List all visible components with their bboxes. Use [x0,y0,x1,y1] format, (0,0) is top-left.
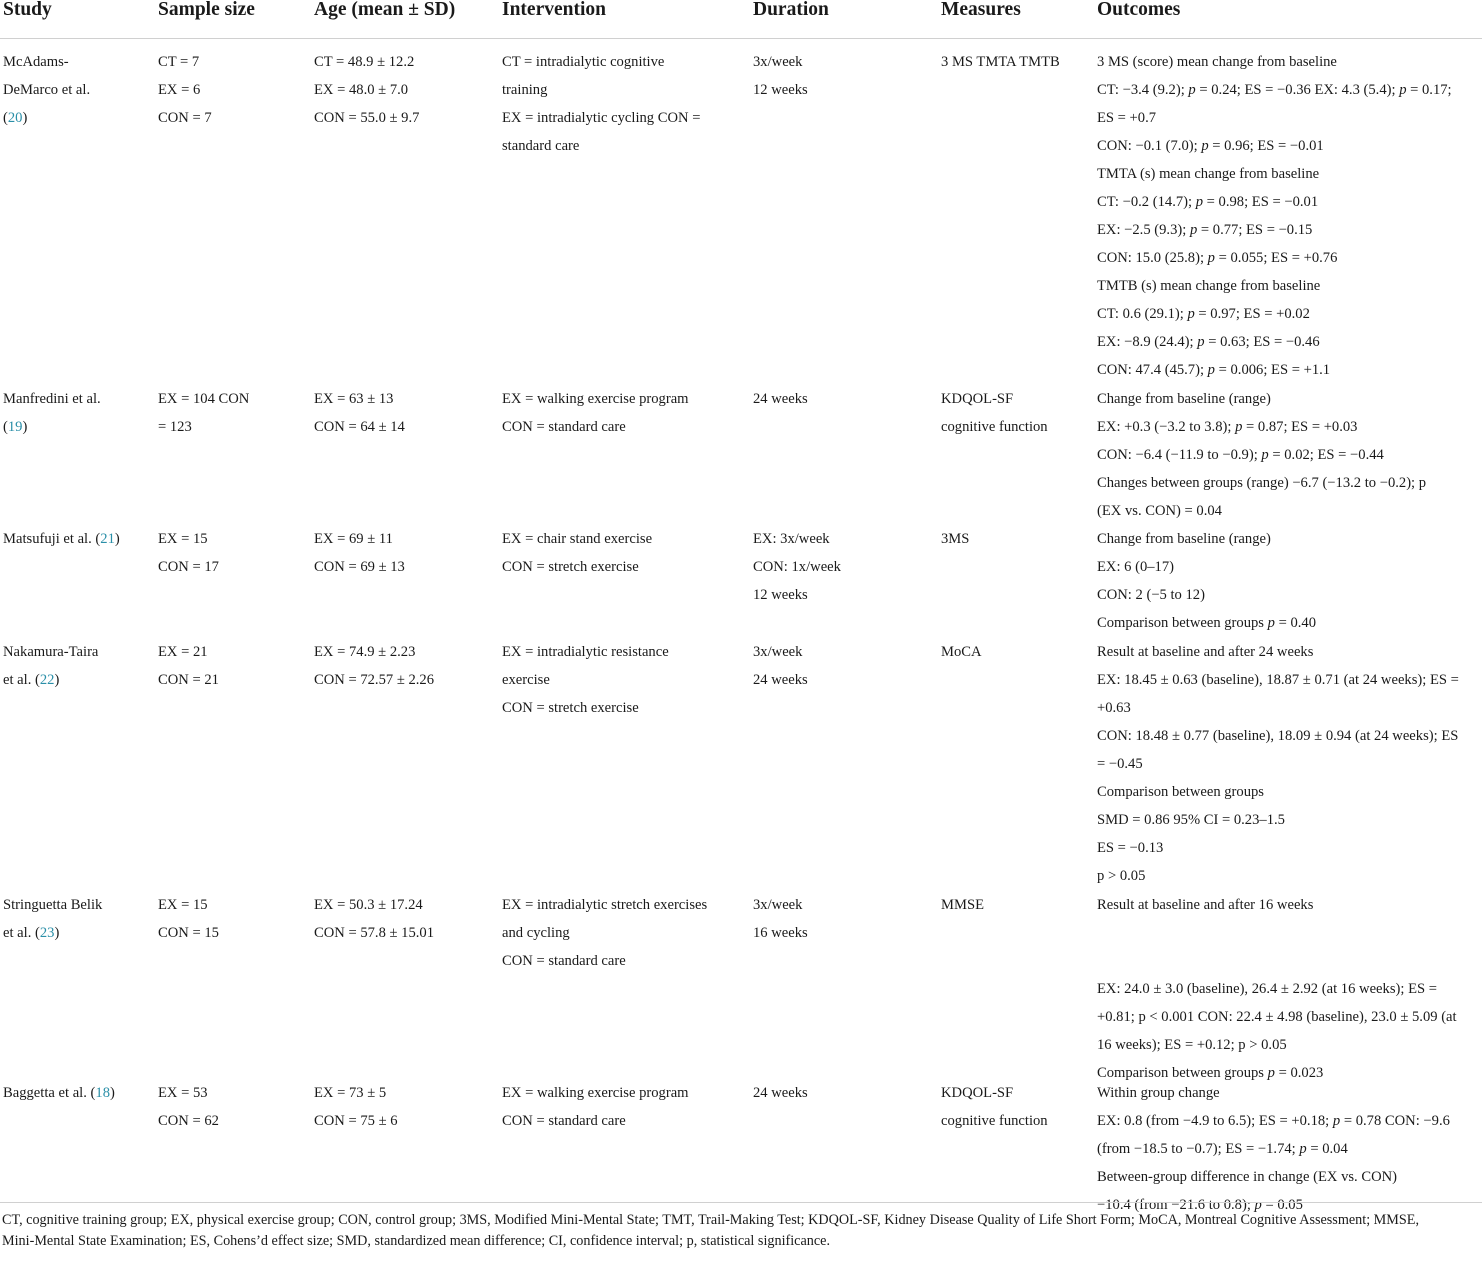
age-cell [314,638,434,694]
cell-line: ES = −0.13 [1097,840,1164,856]
intervention-cell [502,1079,689,1135]
reference-link[interactable]: 21 [100,531,115,547]
cell-line: Change from baseline (range) [1097,531,1271,547]
cell-line: CON: 47.4 (45.7); p = 0.006; ES = +1.1 [1097,362,1331,378]
cell-line: EX = 50.3 ± 17.24 [314,897,423,913]
cell-line: Stringuetta Belik [3,897,103,913]
cell-line: = −0.45 [1097,756,1143,772]
outcomes-cell [1097,1079,1478,1219]
cell-line: Comparison between groups p = 0.023 [1097,1065,1324,1081]
cell-line: EX = 6 [158,82,201,98]
cell-line: KDQOL-SF [941,391,1014,407]
cell-line: ES = +0.7 [1097,110,1157,126]
cell-line: EX = intradialytic resistance [502,644,669,660]
cell-line: CON = 72.57 ± 2.26 [314,672,435,688]
cell-line: CON = 55.0 ± 9.7 [314,110,420,126]
cell-line: EX: +0.3 (−3.2 to 3.8); p = 0.87; ES = +0.03 [1097,419,1358,435]
intervention-cell [502,385,689,441]
intervention-cell [502,638,669,722]
cell-line: Manfredini et al. [3,391,101,407]
measures-cell [941,48,1060,76]
cell-line: −10.4 (from −21.6 to 0.8); p = 0.05 [1097,1197,1303,1213]
sample-size-cell [158,385,249,441]
duration-cell [753,48,808,104]
study-cell [3,638,98,694]
sample-size-cell [158,525,219,581]
cell-line: (19) [3,419,28,435]
cell-line: EX: −2.5 (9.3); p = 0.77; ES = −0.15 [1097,222,1313,238]
sample-size-cell [158,891,219,947]
age-cell [314,525,405,581]
cell-line: EX = 15 [158,897,208,913]
age-cell [314,48,419,132]
cell-line: CON: 1x/week [753,559,841,575]
column-header-study: Study [3,0,52,20]
cell-line: p > 0.05 [1097,868,1146,884]
cell-line: Result at baseline and after 16 weeks [1097,897,1314,913]
cell-line: CON = standard care [502,953,626,969]
cell-line: 16 weeks [753,925,808,941]
cell-line: 3MS [941,531,970,547]
cell-line: CON: 2 (−5 to 12) [1097,587,1205,603]
cell-line: CON: −0.1 (7.0); p = 0.96; ES = −0.01 [1097,138,1324,154]
cell-line: EX = intradialytic cycling CON = [502,110,701,126]
cell-line: cognitive function [941,1113,1048,1129]
cell-line: CON: 18.48 ± 0.77 (baseline), 18.09 ± 0.94 (at 24 weeks); ES [1097,728,1459,744]
cell-line: EX = intradialytic stretch exercises [502,897,708,913]
duration-cell [753,891,808,947]
cell-line: EX = 15 [158,531,208,547]
column-header-intervention: Intervention [502,0,606,20]
footnote-divider [0,1202,1482,1203]
table-header-row [0,0,1482,39]
cell-line: EX = 69 ± 11 [314,531,393,547]
measures-cell [941,385,1048,441]
cell-line: TMTA (s) mean change from baseline [1097,166,1320,182]
cell-line: CON = stretch exercise [502,700,639,716]
column-header-measures: Measures [941,0,1021,20]
cell-line: CON = 21 [158,672,219,688]
cell-line: EX = 53 [158,1085,208,1101]
cell-line: DeMarco et al. [3,82,91,98]
footnote-line: CT, cognitive training group; EX, physical exercise group; CON, control group; 3MS, Modified Mini-Mental State; TMT, Trail-Making Test; KDQOL-SF, Kidney Disease Quality of Life Short Form; MoCA, Montreal Cognitive Assessment; MMSE, [2,1212,1420,1228]
outcomes-cell [1097,525,1478,637]
cell-line: EX = 63 ± 13 [314,391,394,407]
cell-line: 3 MS TMTA TMTB [941,54,1060,70]
cell-line: EX = 48.0 ± 7.0 [314,82,409,98]
cell-line: CT = 7 [158,54,200,70]
age-cell [314,891,434,947]
column-header-sample-size: Sample size [158,0,255,20]
cell-line: 24 weeks [753,672,808,688]
cell-line: CT: 0.6 (29.1); p = 0.97; ES = +0.02 [1097,306,1310,322]
study-cell [3,1079,115,1107]
footnote-line: Mini-Mental State Examination; ES, Cohens’d effect size; SMD, standardized mean difference; CI, confidence interval; p, statistical significance. [2,1233,831,1249]
duration-cell [753,1079,808,1107]
age-cell [314,1079,398,1135]
study-cell [3,525,120,553]
cell-line: and cycling [502,925,570,941]
cell-line: 3x/week [753,644,803,660]
measures-cell [941,1079,1048,1135]
study-cell [3,385,101,441]
cell-line: MMSE [941,897,984,913]
cell-line: Between-group difference in change (EX vs. CON) [1097,1169,1398,1185]
cell-line: et al. (22) [3,672,60,688]
cell-line: CON: 15.0 (25.8); p = 0.055; ES = +0.76 [1097,250,1338,266]
study-cell [3,48,90,132]
cell-line: CON = 17 [158,559,219,575]
cell-line: MoCA [941,644,982,660]
cell-line: EX = 74.9 ± 2.23 [314,644,416,660]
cell-line: CON = standard care [502,419,626,435]
cell-line: EX = 21 [158,644,208,660]
intervention-cell [502,891,707,975]
cell-line: cognitive function [941,419,1048,435]
cell-line: 24 weeks [753,1085,808,1101]
cell-line: 12 weeks [753,82,808,98]
cell-line: standard care [502,138,580,154]
cell-line: = 123 [158,419,192,435]
cell-line: EX: 24.0 ± 3.0 (baseline), 26.4 ± 2.92 (at 16 weeks); ES = [1097,981,1437,997]
sample-size-cell [158,638,219,694]
cell-line: SMD = 0.86 95% CI = 0.23–1.5 [1097,812,1285,828]
measures-cell [941,525,969,553]
cell-line: (20) [3,110,28,126]
cell-line: CON = stretch exercise [502,559,639,575]
cell-line: CON = 62 [158,1113,219,1129]
column-header-outcomes: Outcomes [1097,0,1181,20]
cell-line: 3x/week [753,897,803,913]
cell-line: CON: −6.4 (−11.9 to −0.9); p = 0.02; ES = −0.44 [1097,447,1384,463]
outcomes-cell [1097,638,1478,890]
age-cell [314,385,405,441]
reference-link[interactable]: 23 [39,925,55,941]
cell-line: EX: 18.45 ± 0.63 (baseline), 18.87 ± 0.71 (at 24 weeks); ES = [1097,672,1459,688]
outcomes-cell [1097,891,1478,1087]
cell-line: +0.81; p < 0.001 CON: 22.4 ± 4.98 (baseline), 23.0 ± 5.09 (at [1097,1009,1457,1025]
reference-link[interactable]: 19 [7,419,23,435]
cell-line: Change from baseline (range) [1097,391,1271,407]
cell-line: exercise [502,672,550,688]
cell-line: EX = 104 CON [158,391,250,407]
cell-line: +0.63 [1097,700,1131,716]
column-header-duration: Duration [753,0,829,20]
cell-line: EX: 3x/week [753,531,830,547]
cell-line: EX = chair stand exercise [502,531,653,547]
sample-size-cell [158,1079,219,1135]
cell-line: EX = walking exercise program [502,391,689,407]
cell-line: EX: 0.8 (from −4.9 to 6.5); ES = +0.18; p = 0.78 CON: −9.6 [1097,1113,1450,1129]
cell-line: Comparison between groups p = 0.40 [1097,615,1317,631]
cell-line: training [502,82,548,98]
reference-link[interactable]: 22 [39,672,55,688]
sample-size-cell [158,48,212,132]
study-cell [3,891,102,947]
cell-line: Matsufuji et al. (21) [3,531,120,547]
cell-line: 24 weeks [753,391,808,407]
outcomes-cell [1097,48,1478,384]
cell-line: et al. (23) [3,925,60,941]
cell-line: McAdams- [3,54,69,70]
cell-line: TMTB (s) mean change from baseline [1097,278,1321,294]
cell-line: (from −18.5 to −0.7); ES = −1.74; p = 0.04 [1097,1141,1348,1157]
cell-line [1097,947,1478,975]
outcomes-cell [1097,385,1478,525]
intervention-cell [502,525,652,581]
cell-line: Nakamura-Taira [3,644,99,660]
cell-line: 3 MS (score) mean change from baseline [1097,54,1337,70]
cell-line: EX: 6 (0–17) [1097,559,1175,575]
cell-line: 16 weeks); ES = +0.12; p > 0.05 [1097,1037,1287,1053]
cell-line: 12 weeks [753,587,808,603]
cell-line: Baggetta et al. (18) [3,1085,115,1101]
measures-cell [941,638,982,666]
cell-line: Within group change [1097,1085,1220,1101]
cell-line: Result at baseline and after 24 weeks [1097,644,1314,660]
cell-line: KDQOL-SF [941,1085,1014,1101]
cell-line: CT = intradialytic cognitive [502,54,665,70]
reference-link[interactable]: 20 [7,110,23,126]
cell-line: Comparison between groups [1097,784,1264,800]
cell-line: CON = 75 ± 6 [314,1113,398,1129]
cell-line: CT: −0.2 (14.7); p = 0.98; ES = −0.01 [1097,194,1319,210]
table-footnote [2,1210,1480,1252]
cell-line: EX = walking exercise program [502,1085,689,1101]
duration-cell [753,385,808,413]
duration-cell [753,638,808,694]
cell-line: CON = 64 ± 14 [314,419,405,435]
cell-line [1097,919,1478,947]
cell-line: EX = 73 ± 5 [314,1085,387,1101]
cell-line: CON = standard care [502,1113,626,1129]
duration-cell [753,525,841,609]
cell-line: CT: −3.4 (9.2); p = 0.24; ES = −0.36 EX: 4.3 (5.4); p = 0.17; [1097,82,1452,98]
column-header-age: Age (mean ± SD) [314,0,456,20]
cell-line: EX: −8.9 (24.4); p = 0.63; ES = −0.46 [1097,334,1320,350]
cell-line: Changes between groups (range) −6.7 (−13.2 to −0.2); p [1097,475,1427,491]
cell-line: CON = 57.8 ± 15.01 [314,925,435,941]
cell-line: 3x/week [753,54,803,70]
cell-line: (EX vs. CON) = 0.04 [1097,503,1222,519]
cell-line: CON = 15 [158,925,219,941]
reference-link[interactable]: 18 [95,1085,110,1101]
measures-cell [941,891,984,919]
cell-line: CON = 7 [158,110,212,126]
cell-line: CT = 48.9 ± 12.2 [314,54,415,70]
intervention-cell [502,48,700,160]
cell-line: CON = 69 ± 13 [314,559,405,575]
